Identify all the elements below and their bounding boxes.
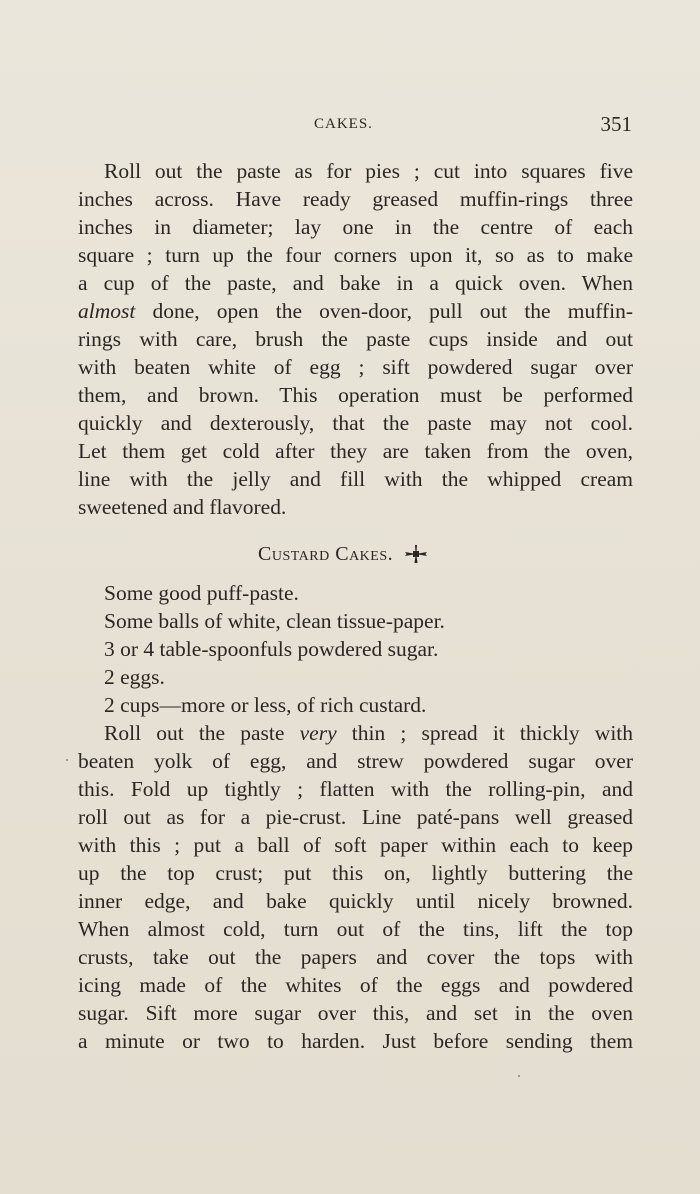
ingredient-item: 3 or 4 table-spoonfuls powdered sugar. (104, 637, 439, 661)
paragraph-line: square ; turn up the four corners upon it, so as to make (78, 243, 633, 267)
paragraph-line: with this ; put a ball of soft paper within each to keep (78, 833, 633, 857)
section-heading (258, 542, 427, 566)
paragraph-line: beaten yolk of egg, and strew powdered sugar over (78, 749, 633, 773)
paper-speck (518, 1075, 520, 1077)
paragraph-line-text: thin ; spread it thickly with (351, 721, 634, 745)
paragraph-line: line with the jelly and fill with the whipped cream (78, 467, 633, 491)
ingredient-item: Some good puff-paste. (104, 581, 299, 605)
paragraph-line: this. Fold up tightly ; flatten with the rolling-pin, and (78, 777, 633, 801)
ingredient-item: 2 eggs. (104, 665, 165, 689)
paragraph-line: inches across. Have ready greased muffin-rings three (78, 187, 633, 211)
paragraph-line-text: Roll out the paste (104, 721, 285, 745)
paragraph-line (78, 719, 633, 748)
ingredient-item: 2 cups—more or less, of rich custard. (104, 693, 427, 717)
paragraph-line: rings with care, brush the paste cups inside and out (78, 327, 633, 351)
paragraph-line: roll out as for a pie-crust. Line paté-pans well greased (78, 805, 633, 829)
paragraph-line: up the top crust; put this on, lightly buttering the (78, 861, 633, 885)
page-number: 351 (600, 112, 632, 136)
paragraph-line: Roll out the paste as for pies ; cut into squares five (104, 159, 633, 183)
italic-word: very (299, 721, 337, 745)
paragraph-line: with beaten white of egg ; sift powdered sugar over (78, 355, 633, 379)
paragraph-line-text: done, open the oven-door, pull out the muffin- (152, 299, 634, 323)
paragraph-line: icing made of the whites of the eggs and powdered (78, 973, 633, 997)
paragraph-line (78, 297, 633, 326)
running-header (78, 114, 632, 138)
italic-word: almost (78, 299, 136, 323)
paragraph-line: Let them get cold after they are taken from the oven, (78, 439, 633, 463)
paragraph-line: quickly and dexterously, that the paste may not cool. (78, 411, 633, 435)
maltese-cross-glyph (405, 545, 427, 563)
paragraph-line: When almost cold, turn out of the tins, lift the top (78, 917, 633, 941)
paragraph-line: sugar. Sift more sugar over this, and set in the oven (78, 1001, 633, 1025)
paragraph-line: crusts, take out the papers and cover the tops with (78, 945, 633, 969)
paragraph-line: a cup of the paste, and bake in a quick oven. When (78, 271, 633, 295)
paragraph-line: sweetened and flavored. (78, 495, 287, 519)
paragraph-line: inches in diameter; lay one in the centre of each (78, 215, 633, 239)
maltese-cross-icon (405, 545, 427, 569)
paragraph-line: them, and brown. This operation must be performed (78, 383, 633, 407)
running-title: CAKES. (314, 116, 373, 132)
section-heading-text: Custard Cakes. (258, 543, 394, 565)
paper-speck (66, 759, 68, 761)
paragraph-line: a minute or two to harden. Just before sending them (78, 1029, 633, 1053)
ingredient-item: Some balls of white, clean tissue-paper. (104, 609, 445, 633)
paragraph-line: inner edge, and bake quickly until nicely browned. (78, 889, 633, 913)
